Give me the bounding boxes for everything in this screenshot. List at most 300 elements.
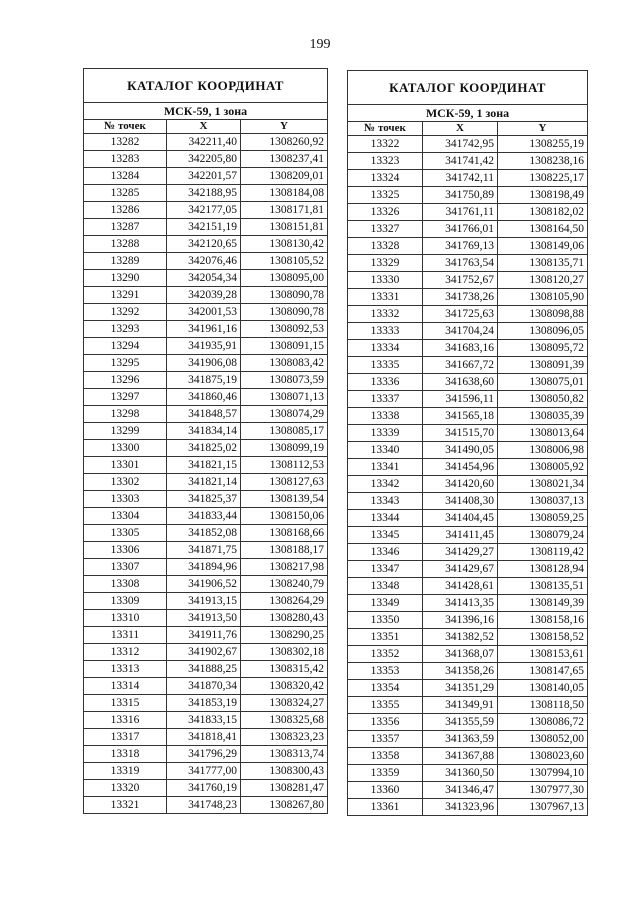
cell-point: 13335 [348,357,423,374]
cell-x: 341454,96 [423,459,498,476]
cell-x: 341490,05 [423,442,498,459]
table-row [84,321,328,338]
cell-point: 13341 [348,459,423,476]
cell-point: 13356 [348,714,423,731]
cell-y: 1308325,68 [241,712,328,729]
cell-point: 13306 [84,542,167,559]
cell-x: 341818,41 [167,729,241,746]
cell-y: 1308153,61 [498,646,588,663]
column-header-x: X [423,122,498,136]
cell-y: 1308238,16 [498,153,588,170]
cell-x: 341738,26 [423,289,498,306]
cell-y: 1308264,29 [241,593,328,610]
table-row [348,459,588,476]
cell-point: 13322 [348,136,423,153]
cell-y: 1308280,43 [241,610,328,627]
cell-x: 341913,50 [167,610,241,627]
cell-x: 341906,52 [167,576,241,593]
table-row [348,357,588,374]
cell-x: 341429,27 [423,544,498,561]
page-number: 199 [309,37,331,52]
cell-y: 1308267,80 [241,797,328,814]
cell-point: 13339 [348,425,423,442]
table-row [348,697,588,714]
table-row [84,287,328,304]
cell-x: 341725,63 [423,306,498,323]
cell-y: 1308171,81 [241,202,328,219]
cell-y: 1308118,50 [498,697,588,714]
catalog-zone: МСК-59, 1 зона [84,103,328,120]
cell-y: 1308182,02 [498,204,588,221]
cell-x: 341428,61 [423,578,498,595]
table-row [84,559,328,576]
cell-point: 13349 [348,595,423,612]
cell-y: 1308240,79 [241,576,328,593]
cell-y: 1308128,94 [498,561,588,578]
cell-x: 341821,15 [167,457,241,474]
cell-x: 341346,47 [423,782,498,799]
table-row [348,578,588,595]
table-row [348,714,588,731]
cell-y: 1308098,88 [498,306,588,323]
cell-y: 1308013,64 [498,425,588,442]
table-row [84,253,328,270]
cell-y: 1308158,16 [498,612,588,629]
cell-point: 13327 [348,221,423,238]
cell-point: 13343 [348,493,423,510]
cell-point: 13354 [348,680,423,697]
cell-point: 13342 [348,476,423,493]
table-row [84,491,328,508]
cell-point: 13282 [84,134,167,151]
cell-x: 341833,44 [167,508,241,525]
cell-x: 341382,52 [423,629,498,646]
table-row [348,391,588,408]
table-row [348,408,588,425]
cell-x: 341777,00 [167,763,241,780]
cell-y: 1308092,53 [241,321,328,338]
cell-x: 341888,25 [167,661,241,678]
cell-x: 341565,18 [423,408,498,425]
cell-x: 341667,72 [423,357,498,374]
cell-x: 341748,23 [167,797,241,814]
cell-x: 342001,53 [167,304,241,321]
cell-y: 1308079,24 [498,527,588,544]
cell-y: 1308237,41 [241,151,328,168]
cell-x: 341429,67 [423,561,498,578]
cell-point: 13325 [348,187,423,204]
cell-y: 1308135,71 [498,255,588,272]
cell-y: 1308127,63 [241,474,328,491]
table-row [348,255,588,272]
column-header-y: Y [498,122,588,136]
cell-point: 13292 [84,304,167,321]
cell-x: 341870,34 [167,678,241,695]
cell-x: 341821,14 [167,474,241,491]
cell-x: 341825,02 [167,440,241,457]
cell-y: 1308095,00 [241,270,328,287]
cell-point: 13294 [84,338,167,355]
cell-x: 341935,91 [167,338,241,355]
cell-point: 13337 [348,391,423,408]
cell-point: 13338 [348,408,423,425]
cell-x: 341358,26 [423,663,498,680]
cell-y: 1308050,82 [498,391,588,408]
cell-point: 13333 [348,323,423,340]
cell-y: 1308149,39 [498,595,588,612]
cell-x: 341752,67 [423,272,498,289]
cell-y: 1308150,06 [241,508,328,525]
cell-y: 1308006,98 [498,442,588,459]
cell-point: 13328 [348,238,423,255]
table-row [84,678,328,695]
cell-point: 13357 [348,731,423,748]
cell-point: 13360 [348,782,423,799]
cell-x: 341763,54 [423,255,498,272]
table-row [348,629,588,646]
cell-y: 1308139,54 [241,491,328,508]
coordinate-catalog-left [83,68,328,814]
cell-point: 13320 [84,780,167,797]
coordinate-catalog-right [347,70,588,816]
cell-y: 1308315,42 [241,661,328,678]
table-row [84,797,328,814]
cell-point: 13301 [84,457,167,474]
cell-point: 13303 [84,491,167,508]
catalog-zone: МСК-59, 1 зона [348,105,588,122]
table-row [348,136,588,153]
cell-point: 13304 [84,508,167,525]
catalog-title: КАТАЛОГ КООРДИНАТ [84,69,328,103]
cell-y: 1308217,98 [241,559,328,576]
cell-point: 13329 [348,255,423,272]
cell-x: 341638,60 [423,374,498,391]
cell-point: 13332 [348,306,423,323]
cell-y: 1308052,00 [498,731,588,748]
cell-point: 13324 [348,170,423,187]
cell-point: 13347 [348,561,423,578]
cell-y: 1308023,60 [498,748,588,765]
cell-point: 13361 [348,799,423,816]
cell-point: 13353 [348,663,423,680]
table-row [348,663,588,680]
cell-y: 1307977,30 [498,782,588,799]
cell-point: 13309 [84,593,167,610]
cell-y: 1307994,10 [498,765,588,782]
table-row [348,272,588,289]
table-row [84,185,328,202]
cell-x: 341408,30 [423,493,498,510]
cell-x: 341704,24 [423,323,498,340]
table-row [84,457,328,474]
table-row [84,219,328,236]
cell-y: 1308198,49 [498,187,588,204]
table-row [348,493,588,510]
cell-y: 1308096,05 [498,323,588,340]
cell-x: 341323,96 [423,799,498,816]
cell-x: 341833,15 [167,712,241,729]
cell-x: 341961,16 [167,321,241,338]
cell-y: 1308083,42 [241,355,328,372]
cell-point: 13355 [348,697,423,714]
table-row [84,474,328,491]
cell-point: 13287 [84,219,167,236]
cell-x: 342177,05 [167,202,241,219]
cell-y: 1308120,27 [498,272,588,289]
cell-point: 13323 [348,153,423,170]
cell-y: 1308091,39 [498,357,588,374]
cell-y: 1308095,72 [498,340,588,357]
table-row [84,627,328,644]
table-row [348,221,588,238]
table-row [348,799,588,816]
cell-point: 13310 [84,610,167,627]
cell-y: 1308149,06 [498,238,588,255]
cell-x: 341760,19 [167,780,241,797]
table-row [84,746,328,763]
cell-point: 13311 [84,627,167,644]
cell-y: 1308119,42 [498,544,588,561]
table-row [84,440,328,457]
table-row [84,763,328,780]
cell-x: 341742,95 [423,136,498,153]
cell-x: 342076,46 [167,253,241,270]
cell-x: 341913,15 [167,593,241,610]
table-row [84,508,328,525]
cell-x: 342054,34 [167,270,241,287]
cell-point: 13359 [348,765,423,782]
table-row [348,544,588,561]
cell-y: 1308112,53 [241,457,328,474]
cell-point: 13314 [84,678,167,695]
cell-y: 1308140,05 [498,680,588,697]
table-row [348,561,588,578]
column-header-point: № точек [348,122,423,136]
table-row [348,204,588,221]
cell-y: 1308059,25 [498,510,588,527]
cell-point: 13299 [84,423,167,440]
cell-x: 341363,59 [423,731,498,748]
cell-point: 13330 [348,272,423,289]
table-row [348,153,588,170]
cell-point: 13319 [84,763,167,780]
cell-point: 13334 [348,340,423,357]
cell-y: 1308164,50 [498,221,588,238]
table-row [84,610,328,627]
table-row [348,425,588,442]
table-row [348,476,588,493]
table-row [348,748,588,765]
cell-x: 342201,57 [167,168,241,185]
cell-x: 341741,42 [423,153,498,170]
cell-point: 13321 [84,797,167,814]
cell-point: 13296 [84,372,167,389]
cell-point: 13295 [84,355,167,372]
cell-point: 13351 [348,629,423,646]
cell-x: 341906,08 [167,355,241,372]
cell-y: 1308099,19 [241,440,328,457]
cell-y: 1308290,25 [241,627,328,644]
cell-point: 13345 [348,527,423,544]
table-row [84,168,328,185]
table-row [84,338,328,355]
cell-point: 13336 [348,374,423,391]
table-row [84,372,328,389]
table-row [348,374,588,391]
table-row [348,646,588,663]
cell-x: 341834,14 [167,423,241,440]
cell-x: 341683,16 [423,340,498,357]
cell-y: 1308302,18 [241,644,328,661]
cell-x: 341852,08 [167,525,241,542]
cell-y: 1308071,13 [241,389,328,406]
cell-point: 13288 [84,236,167,253]
cell-point: 13290 [84,270,167,287]
cell-x: 341769,13 [423,238,498,255]
cell-point: 13298 [84,406,167,423]
cell-point: 13293 [84,321,167,338]
table-row [84,712,328,729]
cell-point: 13348 [348,578,423,595]
cell-x: 341349,91 [423,697,498,714]
cell-point: 13289 [84,253,167,270]
cell-x: 341848,57 [167,406,241,423]
cell-x: 341515,70 [423,425,498,442]
cell-x: 342211,40 [167,134,241,151]
cell-point: 13313 [84,661,167,678]
table-row [84,304,328,321]
cell-y: 1308209,01 [241,168,328,185]
cell-x: 341367,88 [423,748,498,765]
table-row [348,187,588,204]
table-row [84,780,328,797]
catalog-title: КАТАЛОГ КООРДИНАТ [348,71,588,105]
cell-x: 341911,76 [167,627,241,644]
cell-x: 342205,80 [167,151,241,168]
cell-x: 341404,45 [423,510,498,527]
cell-point: 13300 [84,440,167,457]
cell-y: 1308086,72 [498,714,588,731]
column-header-x: X [167,120,241,134]
cell-y: 1308037,13 [498,493,588,510]
cell-y: 1308158,52 [498,629,588,646]
cell-x: 342188,95 [167,185,241,202]
table-row [84,270,328,287]
cell-y: 1308105,52 [241,253,328,270]
cell-y: 1308323,23 [241,729,328,746]
cell-point: 13344 [348,510,423,527]
cell-x: 341413,35 [423,595,498,612]
cell-y: 1308320,42 [241,678,328,695]
cell-x: 341853,19 [167,695,241,712]
cell-y: 1308225,17 [498,170,588,187]
cell-point: 13318 [84,746,167,763]
table-row [84,406,328,423]
cell-y: 1308135,51 [498,578,588,595]
table-row [84,236,328,253]
table-row [348,527,588,544]
cell-point: 13297 [84,389,167,406]
cell-y: 1308255,19 [498,136,588,153]
cell-y: 1308074,29 [241,406,328,423]
cell-x: 341420,60 [423,476,498,493]
cell-point: 13331 [348,289,423,306]
cell-y: 1308090,78 [241,304,328,321]
cell-x: 341766,01 [423,221,498,238]
cell-x: 341742,11 [423,170,498,187]
table-row [348,510,588,527]
cell-x: 341825,37 [167,491,241,508]
table-row [348,680,588,697]
cell-x: 341596,11 [423,391,498,408]
cell-x: 341750,89 [423,187,498,204]
cell-y: 1308324,27 [241,695,328,712]
cell-point: 13283 [84,151,167,168]
cell-y: 1308151,81 [241,219,328,236]
cell-y: 1308035,39 [498,408,588,425]
table-row [348,306,588,323]
cell-y: 1308300,43 [241,763,328,780]
table-row [348,731,588,748]
cell-x: 341355,59 [423,714,498,731]
cell-y: 1308168,66 [241,525,328,542]
cell-point: 13286 [84,202,167,219]
cell-x: 341796,29 [167,746,241,763]
cell-point: 13346 [348,544,423,561]
cell-y: 1308130,42 [241,236,328,253]
table-row [84,423,328,440]
cell-x: 341761,11 [423,204,498,221]
cell-y: 1308260,92 [241,134,328,151]
column-header-point: № точек [84,120,167,134]
cell-x: 341875,19 [167,372,241,389]
table-row [84,593,328,610]
table-row [84,695,328,712]
table-row [84,576,328,593]
cell-x: 341894,96 [167,559,241,576]
cell-x: 341411,45 [423,527,498,544]
cell-x: 341860,46 [167,389,241,406]
cell-y: 1308188,17 [241,542,328,559]
cell-x: 342039,28 [167,287,241,304]
table-row [348,612,588,629]
table-row [84,134,328,151]
cell-point: 13350 [348,612,423,629]
cell-y: 1308184,08 [241,185,328,202]
cell-point: 13284 [84,168,167,185]
table-row [84,389,328,406]
table-row [84,202,328,219]
cell-point: 13340 [348,442,423,459]
cell-point: 13291 [84,287,167,304]
table-row [348,170,588,187]
cell-x: 341368,07 [423,646,498,663]
cell-y: 1308313,74 [241,746,328,763]
cell-x: 341902,67 [167,644,241,661]
column-header-y: Y [241,120,328,134]
cell-y: 1308147,65 [498,663,588,680]
cell-point: 13326 [348,204,423,221]
cell-y: 1308105,90 [498,289,588,306]
table-row [84,644,328,661]
cell-point: 13358 [348,748,423,765]
table-row [348,782,588,799]
table-row [84,525,328,542]
cell-x: 342151,19 [167,219,241,236]
cell-x: 341360,50 [423,765,498,782]
cell-y: 1308075,01 [498,374,588,391]
cell-x: 341396,16 [423,612,498,629]
